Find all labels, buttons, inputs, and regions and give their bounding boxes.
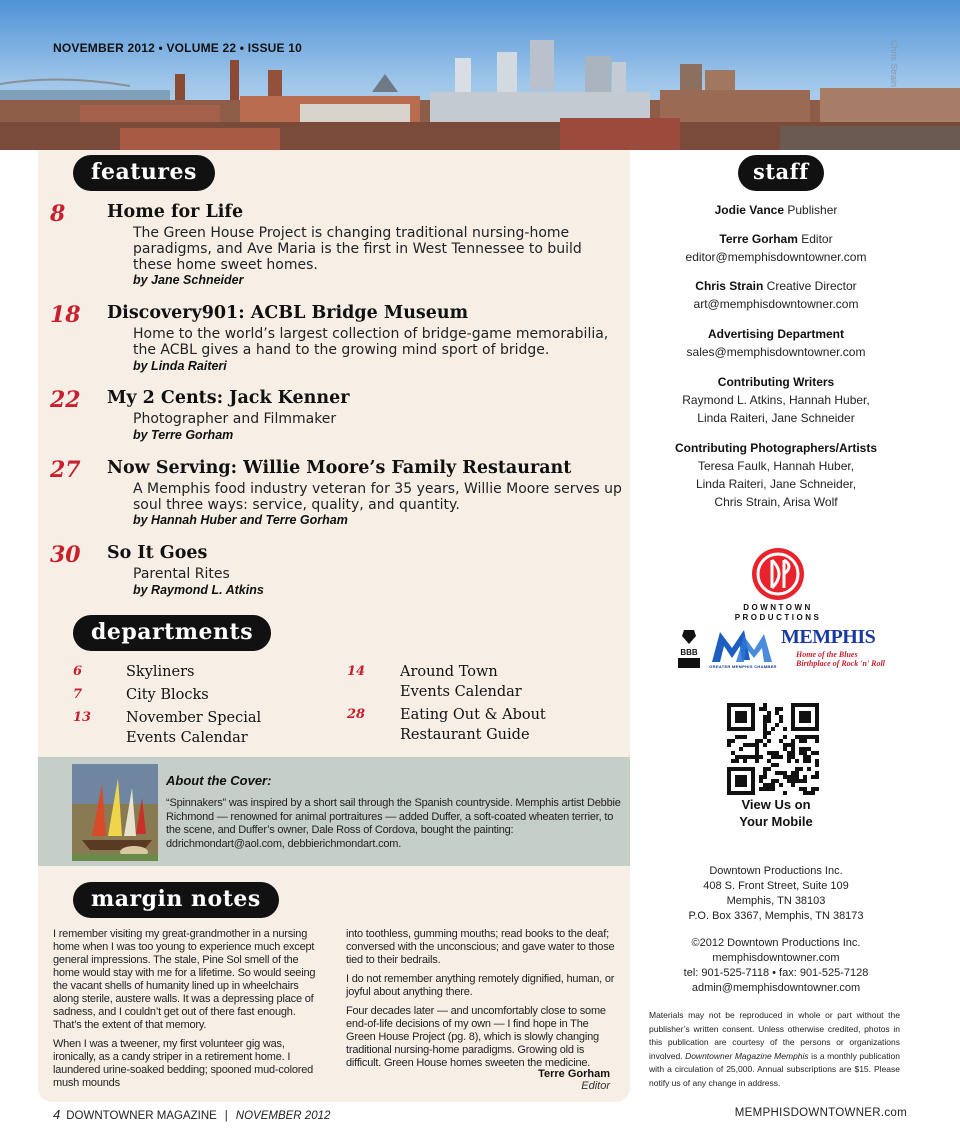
memphis-tagline: Home of the Blues Birthplace of Rock 'n' Roll <box>796 650 885 668</box>
feature-page-number: 18 <box>50 302 81 328</box>
issue-month: NOVEMBER 2012 <box>235 1110 331 1122</box>
department-page-number: 13 <box>73 710 92 725</box>
staff-role: Publisher <box>787 203 838 217</box>
staff-entry <box>640 325 912 361</box>
qr-code-icon[interactable] <box>727 703 819 795</box>
feature-byline: by Raymond L. Atkins <box>133 583 264 597</box>
staff-entry <box>640 373 912 427</box>
staff-heading: staff <box>738 155 824 191</box>
paragraph: I do not remember anything remotely dignified, human, or joyful about anything there. <box>346 973 615 998</box>
feature-page-number: 8 <box>50 201 66 227</box>
company-contact: ©2012 Downtown Productions Inc. memphisdowntowner.com tel: 901-525-7118 • fax: 901-525-7128 admin@memphisdowntowner.com <box>640 936 912 996</box>
department-name: November Special Events Calendar <box>126 710 262 746</box>
page-number: 4 <box>53 1107 61 1122</box>
staff-name: Jodie Vance <box>714 203 784 217</box>
feature-description: Parental Rites <box>133 566 230 582</box>
cover-text: “Spinnakers” was inspired by a short sail through the Spanish countryside. Memphis artist Debbie Richmond — renowned for animal portraitures — added Duffer, a soft-coated wheaten terrier, to the scene, and Duffer’s owner, Dale Ross of Cordova, bought the painting: ddrichmondart@aol.com, debbierichmondart.com. <box>166 797 621 850</box>
footer-site[interactable]: MEMPHISDOWNTOWNER.com <box>734 1107 907 1119</box>
department-name: Around Town Events Calendar <box>400 664 522 700</box>
department-name: City Blocks <box>126 687 209 703</box>
staff-name: Terre Gorham <box>719 232 798 246</box>
staff-name: Contributing Photographers/Artists <box>675 441 877 455</box>
magazine-name: DOWNTOWNER MAGAZINE <box>66 1110 217 1122</box>
paragraph: into toothless, gumming mouths; read books to the deaf; conversed with the unconscious; and gave water to those tied to their bedrails. <box>346 928 615 966</box>
staff-role: Creative Director <box>766 279 857 293</box>
paragraph: Four decades later — and uncomfortably close to some end-of-life decisions of my own — I find hope in The Green House Project (pg. 8), which is slowly changing traditional nursing-home paradigms. Growing old is difficult. Green House homes sweeten the medicine. <box>346 1005 606 1069</box>
about-the-cover <box>38 757 630 866</box>
margin-notes-column-1 <box>53 928 325 1096</box>
department-page-number: 6 <box>73 664 83 679</box>
department-name: Skyliners <box>126 664 195 680</box>
downtown-productions-logo-icon <box>748 544 808 604</box>
margin-notes-heading: margin notes <box>73 882 279 918</box>
legal-notice: Materials may not be reproduced in whole or part without the publisher’s written consent. Unless otherwise credited, photos in this publication are courtesy of the persons or organizations involved. Downtowner Magazine Memphis is a monthly publication with a circulation of 25,000. Annual subscriptions are $15. Please notify us of any change in address. <box>649 1010 900 1088</box>
staff-email[interactable]: editor@memphisdowntowner.com <box>685 250 867 264</box>
staff-name: Advertising Department <box>707 327 845 341</box>
company-address: Downtown Productions Inc. 408 S. Front Street, Suite 109 Memphis, TN 38103 P.O. Box 3367, Memphis, TN 38173 <box>688 865 864 922</box>
staff-entry <box>640 201 912 219</box>
staff-line: Chris Strain, Arisa Wolf <box>714 495 838 509</box>
memphis-logo: MEMPHIS <box>781 626 876 648</box>
signature-name: Terre Gorham <box>538 1068 610 1080</box>
skyline-photo <box>0 0 960 150</box>
signature-role: Editor <box>581 1080 610 1092</box>
feature-description: The Green House Project is changing traditional nursing-home paradigms, and Ave Maria is the first in West Tennessee to build these home sweet homes. <box>133 225 582 273</box>
staff-entry <box>640 439 912 511</box>
greater-memphis-chamber-text: GREATER MEMPHIS CHAMBER <box>709 664 777 669</box>
feature-byline: by Linda Raiteri <box>133 359 227 373</box>
department-page-number: 28 <box>347 707 366 722</box>
feature-title: My 2 Cents: Jack Kenner <box>107 388 350 408</box>
downtown-productions-wordmark: DOWNTOWN PRODUCTIONS <box>734 603 822 622</box>
photo-credit: Chris Strain <box>889 40 899 88</box>
feature-page-number: 22 <box>50 387 81 413</box>
feature-title: Discovery901: ACBL Bridge Museum <box>107 303 469 323</box>
department-page-number: 7 <box>73 687 83 702</box>
staff-line: Raymond L. Atkins, Hannah Huber, <box>682 393 870 407</box>
bbb-logo-icon <box>676 628 702 670</box>
departments-heading: departments <box>73 615 271 651</box>
cover-heading: About the Cover: <box>166 773 272 788</box>
feature-byline: by Hannah Huber and Terre Gorham <box>133 513 348 527</box>
svg-text:BBB: BBB <box>680 648 698 657</box>
staff-email[interactable]: sales@memphisdowntowner.com <box>686 345 866 359</box>
feature-title: Home for Life <box>107 202 244 222</box>
feature-title: So It Goes <box>107 543 208 563</box>
feature-description: Photographer and Filmmaker <box>133 411 337 427</box>
header-skyline <box>0 0 960 150</box>
staff-email[interactable]: art@memphisdowntowner.com <box>693 297 859 311</box>
staff-entry <box>640 230 912 266</box>
department-name: Eating Out & About Restaurant Guide <box>400 707 546 743</box>
staff-name: Contributing Writers <box>717 375 835 389</box>
feature-description: Home to the world’s largest collection of bridge-game memorabilia, the ACBL gives a hand to the growing mind sport of bridge. <box>133 326 609 358</box>
footer-folio: 4 DOWNTOWNER MAGAZINE | NOVEMBER 2012 <box>53 1107 331 1122</box>
staff-line: Linda Raiteri, Jane Schneider, <box>695 477 857 491</box>
department-page-number: 14 <box>347 664 366 679</box>
feature-byline: by Jane Schneider <box>133 273 244 287</box>
margin-notes-column-2 <box>346 928 616 1076</box>
feature-title: Now Serving: Willie Moore’s Family Restaurant <box>107 458 572 478</box>
admin-email[interactable]: admin@memphisdowntowner.com <box>691 982 861 994</box>
website-link[interactable]: memphisdowntowner.com <box>712 952 840 964</box>
issue-line: NOVEMBER 2012 • VOLUME 22 • ISSUE 10 <box>53 41 303 55</box>
paragraph: I remember visiting my great-grandmother in a nursing home when I was too young to experience much except general impressions. The stale, Pine Sol smell of the home would stay with me for a lifetime. So would seeing the vacant shells of humanity lined up in wheelchairs along sterile, austere walls. It was a depressing place of sadness, and I couldn’t get out of there fast enough. That’s the extent of that memory. <box>53 928 316 1031</box>
staff-role: Editor <box>801 232 833 246</box>
feature-page-number: 30 <box>50 542 81 568</box>
feature-page-number: 27 <box>50 457 81 483</box>
cover-painting-thumbnail <box>72 764 158 861</box>
feature-description: A Memphis food industry veteran for 35 years, Willie Moore serves up soul three ways: service, quality, and quantity. <box>133 481 622 513</box>
features-heading: features <box>73 155 215 191</box>
paragraph: When I was a tweener, my first volunteer gig was, ironically, as a candy striper in a retirement home. I laundered urine-soaked bedding; spooned mud-colored mush mounds <box>53 1038 314 1089</box>
signature <box>470 1068 610 1092</box>
staff-name: Chris Strain <box>695 279 764 293</box>
feature-byline: by Terre Gorham <box>133 428 234 442</box>
staff-line: Teresa Faulk, Hannah Huber, <box>697 459 855 473</box>
qr-code-label: View Us on Your Mobile <box>739 797 813 829</box>
staff-entry <box>640 277 912 313</box>
staff-line: Linda Raiteri, Jane Schneider <box>697 411 855 425</box>
